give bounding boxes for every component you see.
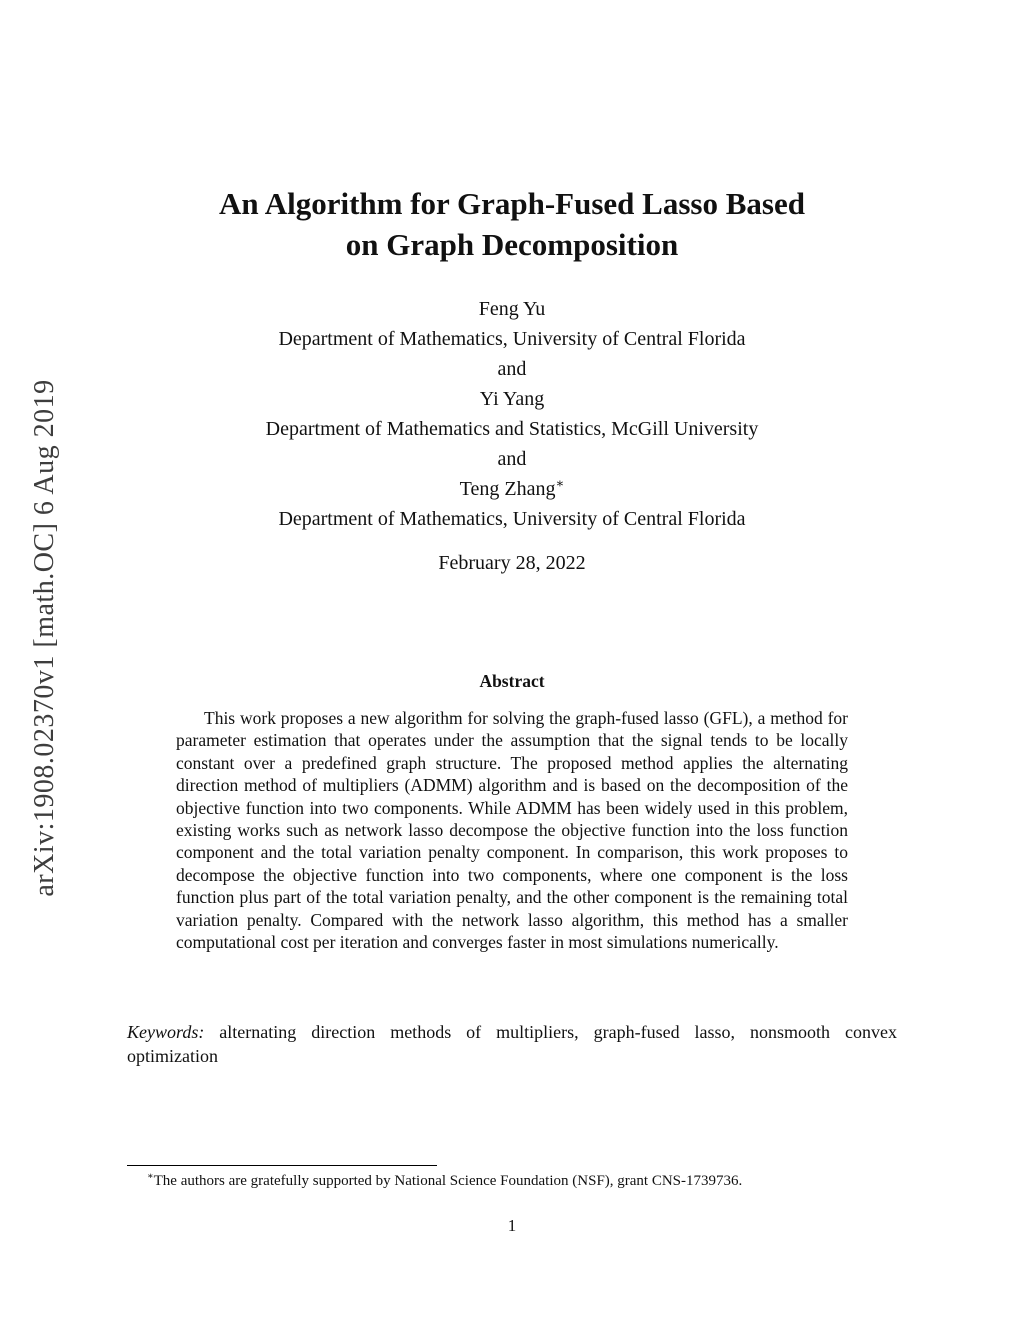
abstract-heading: Abstract bbox=[479, 671, 545, 691]
abstract-text: This work proposes a new algorithm for solving the graph-fused lasso (GFL), a method for parameter estimation that operates under the assumption that the signal tends to be locally constant over a predefined graph structure. The proposed method applies the alternating direction method of multipliers (ADMM) algorithm and is based on the decomposition of the objective function into two components. While ADMM has been widely used in this problem, existing works such as network lasso decompose the objective function into the loss function component and the total variation penalty component. In comparison, this work proposes to decompose the objective function into two components, where one component is the loss function plus part of the total variation penalty, and the other component is the remaining total variation penalty. Compared with the network lasso algorithm, this method has a smaller computational cost per iteration and converges faster in most simulations numerically. bbox=[176, 708, 848, 953]
author-affiliation-mcgill: Department of Mathematics and Statistics, McGill University bbox=[265, 418, 759, 440]
author-name-text: Teng Zhang bbox=[459, 478, 556, 500]
author-name-yi-yang: Yi Yang bbox=[479, 388, 545, 410]
author-separator-2: and bbox=[497, 448, 527, 470]
author-affiliation-ucf-2: Department of Mathematics, University of Central Florida bbox=[278, 508, 746, 530]
paper-date: February 28, 2022 bbox=[438, 552, 586, 574]
author-affiliation-ucf-1: Department of Mathematics, University of Central Florida bbox=[278, 328, 746, 350]
keywords-text: alternating direction methods of multipliers, graph-fused lasso, nonsmooth convex optimization bbox=[127, 1022, 897, 1066]
paper-title-line2: on Graph Decomposition bbox=[345, 227, 679, 262]
footnote-rule bbox=[127, 1165, 437, 1166]
footnote-text: The authors are gratefully supported by National Science Foundation (NSF), grant CNS-1739736. bbox=[153, 1173, 743, 1189]
author-name-teng-zhang bbox=[0, 474, 1024, 504]
author-footnote-mark: ∗ bbox=[555, 475, 565, 491]
author-separator-1: and bbox=[497, 358, 527, 380]
author-name-feng-yu: Feng Yu bbox=[478, 298, 546, 320]
footnote bbox=[127, 1172, 897, 1191]
paper-title bbox=[0, 183, 1024, 265]
abstract-section bbox=[176, 671, 848, 953]
keywords-line bbox=[127, 1020, 897, 1068]
arxiv-watermark: arXiv:1908.02370v1 [math.OC] 6 Aug 2019 bbox=[29, 379, 60, 897]
keywords-label: Keywords: bbox=[127, 1022, 205, 1042]
paper-title-line1: An Algorithm for Graph-Fused Lasso Based bbox=[219, 186, 805, 221]
page-number: 1 bbox=[507, 1216, 517, 1235]
author-block bbox=[0, 294, 1024, 534]
footnote-mark: ∗ bbox=[147, 1171, 154, 1182]
